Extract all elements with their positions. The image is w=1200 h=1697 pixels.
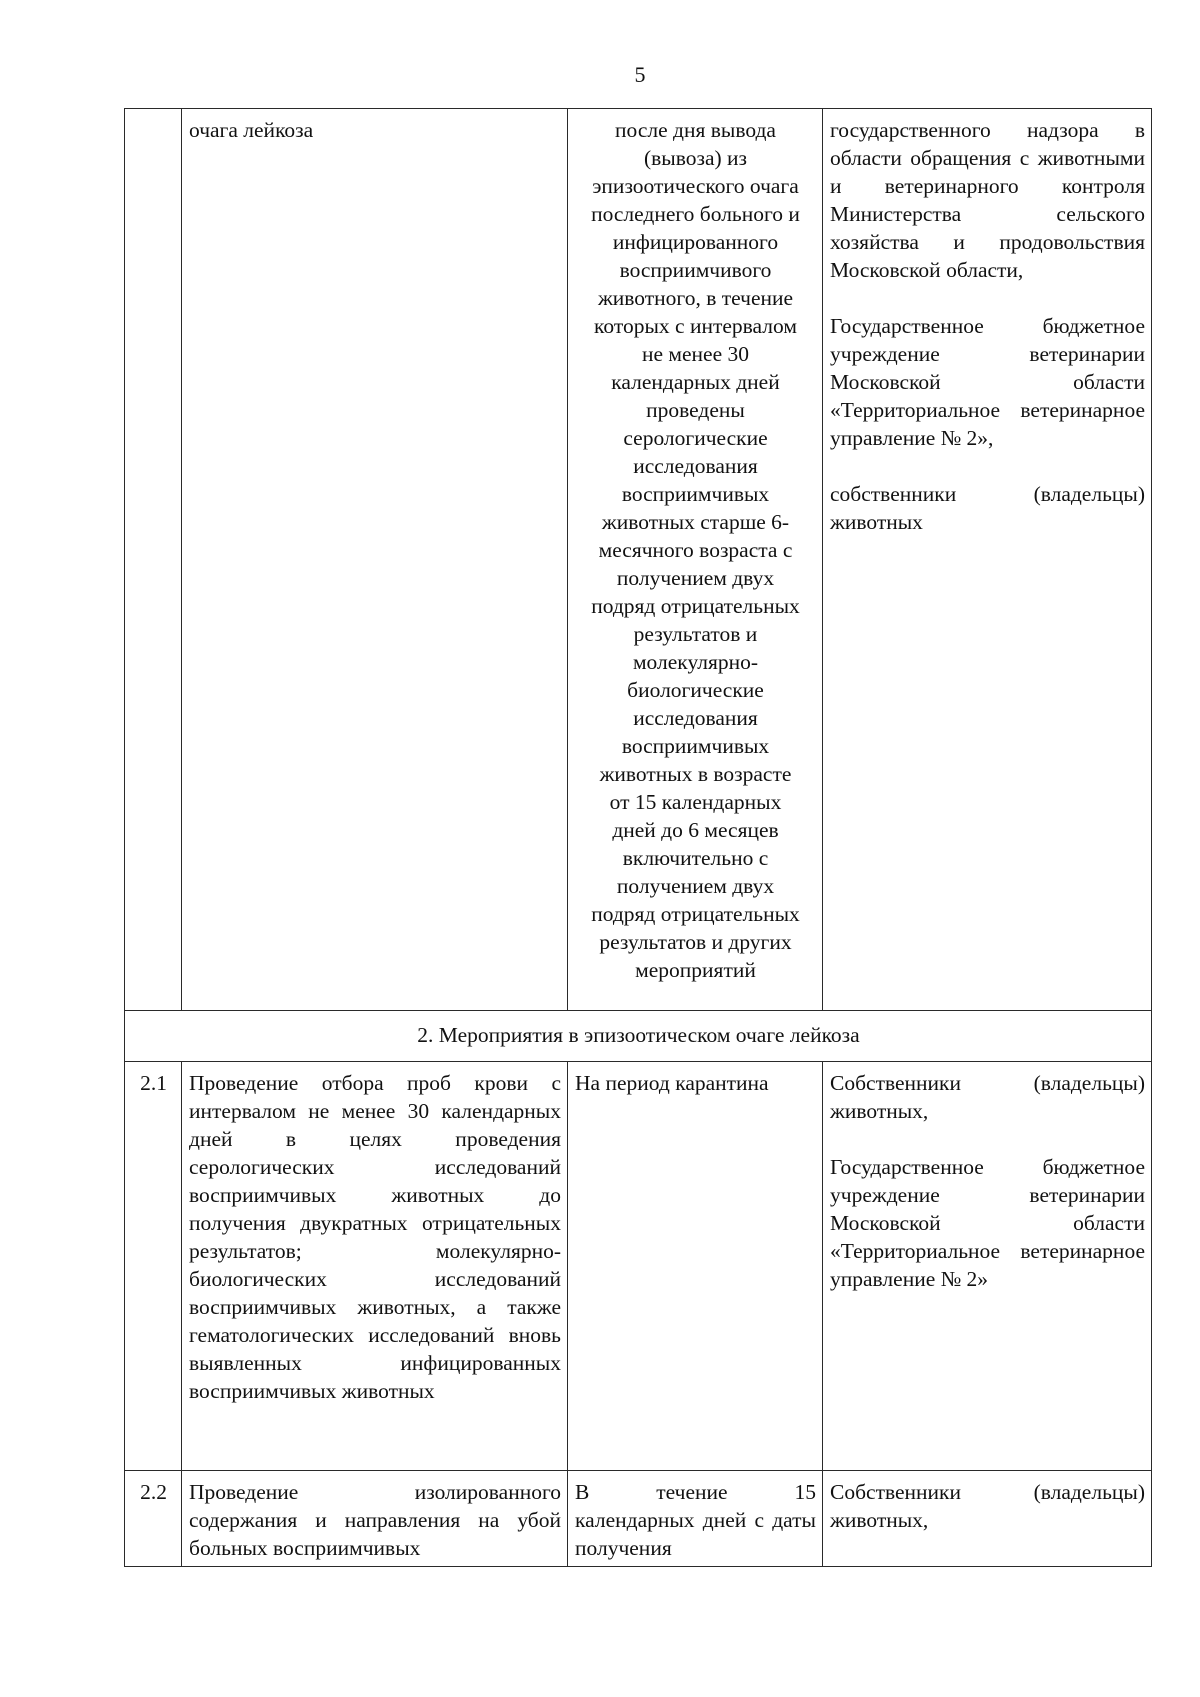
section-title: 2. Мероприятия в эпизоотическом очаге лейкоза	[125, 1011, 1152, 1062]
table-row	[125, 109, 1152, 1011]
responsible-text: Государственное бюджетное учреждение ветеринарии Московской области «Территориальное ветеринарное управление № 2»	[830, 1155, 1145, 1291]
term-cell	[568, 109, 823, 1011]
page-number: 5	[634, 62, 646, 87]
measures-table	[124, 108, 1152, 1567]
responsible-text: государственного надзора в области обращения с животными и ветеринарного контроля Министерства сельского хозяйства и продовольствия Московской области,	[830, 118, 1145, 282]
responsible-text: Собственники (владельцы) животных,	[830, 1071, 1145, 1123]
event-cell: Проведение отбора проб крови с интервалом не менее 30 календарных дней в целях проведения серологических исследований восприимчивых животных до получения двукратных отрицательных результатов; молекулярно-биологических исследований восприимчивых животных, а также гематологических исследований вновь выявленных инфицированных восприимчивых животных	[182, 1062, 568, 1471]
table-row	[125, 1062, 1152, 1471]
term-cell: На период карантина	[568, 1062, 823, 1471]
table-row	[125, 1471, 1152, 1567]
event-cell: Проведение изолированного содержания и направления на убой больных восприимчивых	[182, 1471, 568, 1567]
responsible-text: Государственное бюджетное учреждение ветеринарии Московской области «Территориальное ветеринарное управление № 2»,	[830, 314, 1145, 450]
row-number-cell	[125, 109, 182, 1011]
responsible-text: собственники (владельцы) животных	[830, 482, 1145, 534]
term-cell: В течение 15 календарных дней с даты получения	[568, 1471, 823, 1567]
event-cell: очага лейкоза	[182, 109, 568, 1011]
responsible-cell	[823, 1062, 1152, 1471]
responsible-cell: Собственники (владельцы) животных,	[823, 1471, 1152, 1567]
section-header-row	[125, 1011, 1152, 1062]
row-number-cell: 2.1	[125, 1062, 182, 1471]
term-text: после дня вывода (вывоза) из эпизоотического очага последнего больного и инфицированного восприимчивого животного, в течение которых с интервалом не менее 30 календарных дней проведены серологические исследования восприимчивых животных старше 6- месячного возраста с получением двух подряд отрицательных результатов и молекулярно- биологические исследования восприимчивых животных в возрасте от 15 календарных дней до 6 месяцев включительно с получением двух подряд отрицательных результатов и других мероприятий	[591, 118, 800, 982]
responsible-cell	[823, 109, 1152, 1011]
row-number-cell: 2.2	[125, 1471, 182, 1567]
